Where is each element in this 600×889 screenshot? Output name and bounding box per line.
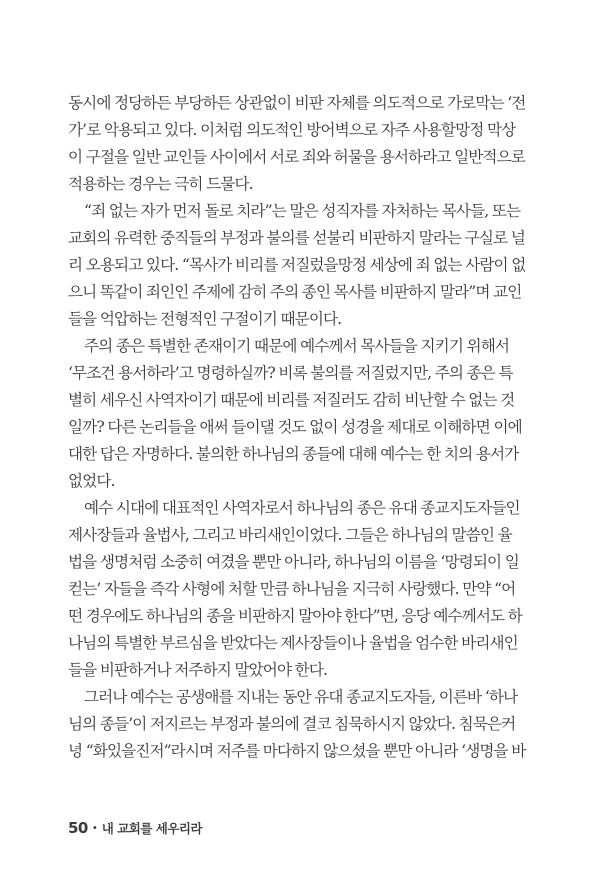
text-line: 일까? 다른 논리들을 애써 들이댈 것도 없이 성경을 제대로 이해하면 이에 bbox=[68, 418, 522, 436]
text-line: 대한 답은 자명하다. 불의한 하나님의 종들에 대해 예수는 한 치의 용서가 bbox=[68, 445, 519, 463]
text-line: 없었다. bbox=[68, 472, 115, 490]
text-line: 나님의 특별한 부르심을 받았다는 제사장들이나 율법을 엄수한 바리새인 bbox=[68, 634, 518, 652]
text-line: 별히 세우신 사역자이기 때문에 비리를 저질러도 감히 비난할 수 없는 것 bbox=[68, 391, 515, 409]
text-line: 주의 종은 특별한 존재이기 때문에 예수께서 목사들을 지키기 위해서 bbox=[84, 337, 510, 355]
text-line: 법을 생명처럼 소중히 여겼을 뿐만 아니라, 하나님의 이름을 ‘망령되이 일 bbox=[68, 553, 519, 571]
body-text bbox=[68, 90, 540, 765]
text-line: 적용하는 경우는 극히 드물다. bbox=[68, 175, 253, 193]
paragraph-4 bbox=[68, 495, 540, 684]
paragraph-1 bbox=[68, 90, 540, 198]
page-footer bbox=[68, 818, 202, 838]
paragraph-3 bbox=[68, 333, 540, 495]
text-line: 이 구절을 일반 교인들 사이에서 서로 죄와 허물을 용서하라고 일반적으로 bbox=[68, 148, 525, 166]
text-line: 동시에 정당하든 부당하든 상관없이 비판 자체를 의도적으로 가로막는 ‘전 bbox=[68, 94, 526, 112]
book-title: 내 교회를 세우리라 bbox=[101, 821, 203, 836]
text-line: 예수 시대에 대표적인 사역자로서 하나님의 종은 유대 종교지도자들인 bbox=[84, 499, 520, 517]
text-line: 님의 종들’이 저지르는 부정과 불의에 결코 침묵하시지 않았다. 침묵은커 bbox=[68, 715, 516, 733]
text-line: 컫는’ 자들을 즉각 사형에 처할 만큼 하나님을 지극히 사랑했다. 만약 “어 bbox=[68, 580, 516, 598]
text-line: 떤 경우에도 하나님의 종을 비판하지 말아야 한다”면, 응당 예수께서도 하 bbox=[68, 607, 522, 625]
footer-separator: • bbox=[91, 822, 98, 834]
text-line: 들을 억압하는 전형적인 구절이기 때문이다. bbox=[68, 310, 342, 328]
text-line: 교회의 유력한 중직들의 부정과 불의를 섣불리 비판하지 말라는 구실로 널 bbox=[68, 229, 525, 247]
text-line: 제사장들과 율법사, 그리고 바리새인이었다. 그들은 하나님의 말씀인 율 bbox=[68, 526, 512, 544]
page-number: 50 bbox=[68, 819, 88, 837]
text-line: 으니 똑같이 죄인인 주제에 감히 주의 종인 목사를 비판하지 말라”며 교인 bbox=[68, 283, 522, 301]
text-line: “죄 없는 자가 먼저 돌로 치라”는 말은 성직자를 자처하는 목사들, 또는 bbox=[84, 202, 521, 220]
text-line: ‘무조건 용서하라’고 명령하실까? 비록 불의를 저질렀지만, 주의 종은 특 bbox=[68, 364, 513, 382]
text-line: 그러나 예수는 공생애를 지내는 동안 유대 종교지도자들, 이른바 ‘하나 bbox=[84, 688, 518, 706]
text-line: 녕 “화있을진저”라시며 저주를 마다하지 않으셨을 뿐만 아니라 ‘생명을 바 bbox=[68, 742, 526, 760]
text-line: 들을 비판하거나 저주하지 말았어야 한다. bbox=[68, 661, 328, 679]
paragraph-5 bbox=[68, 684, 540, 765]
text-line: 리 오용되고 있다. “목사가 비리를 저질렀을망정 세상에 죄 없는 사람이 없 bbox=[68, 256, 526, 274]
paragraph-2 bbox=[68, 198, 540, 333]
text-line: 가’로 악용되고 있다. 이처럼 의도적인 방어벽으로 자주 사용할망정 막상 bbox=[68, 121, 516, 139]
